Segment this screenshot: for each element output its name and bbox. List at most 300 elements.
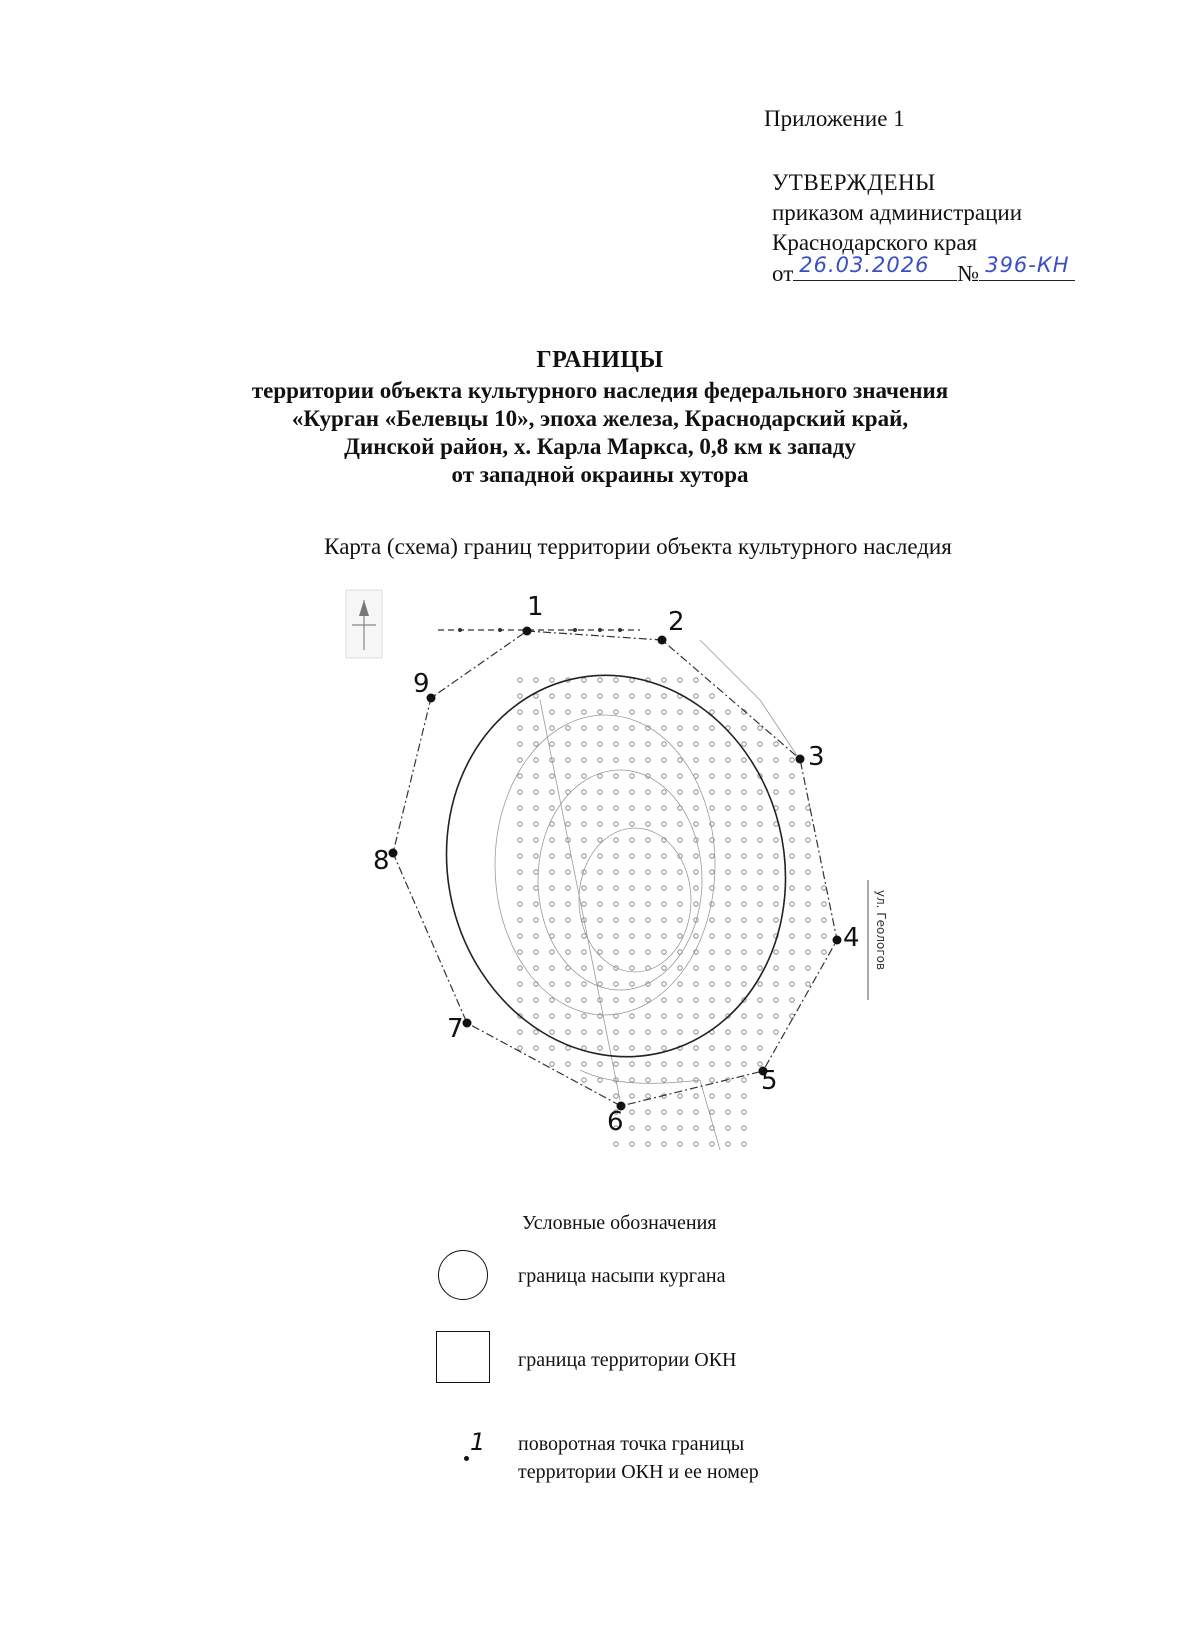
legend-point-label (518, 1430, 759, 1486)
grid-marker (662, 918, 666, 922)
grid-marker (726, 1046, 730, 1050)
grid-marker (566, 806, 570, 810)
grid-marker (566, 998, 570, 1002)
grid-marker (726, 998, 730, 1002)
grid-marker (694, 966, 698, 970)
grid-marker (758, 918, 762, 922)
grid-marker (598, 918, 602, 922)
grid-marker (742, 1030, 746, 1034)
grid-marker (566, 934, 570, 938)
grid-marker (758, 950, 762, 954)
grid-marker (678, 774, 682, 778)
grid-marker (646, 1062, 650, 1066)
grid-marker (630, 1078, 634, 1082)
grid-marker (678, 998, 682, 1002)
grid-marker (550, 838, 554, 842)
grid-marker (758, 902, 762, 906)
grid-marker (630, 966, 634, 970)
grid-marker (550, 1014, 554, 1018)
title-line-1: территории объекта культурного наследия федерального значения (251, 378, 949, 403)
grid-marker (742, 950, 746, 954)
grid-marker (710, 726, 714, 730)
grid-marker (710, 1142, 714, 1146)
grid-marker (534, 758, 538, 762)
grid-marker (758, 838, 762, 842)
grid-marker (646, 1078, 650, 1082)
grid-marker (694, 758, 698, 762)
grid-marker (790, 982, 794, 986)
turning-point-label-5: 5 (761, 1066, 778, 1096)
grid-marker (726, 838, 730, 842)
grid-marker (614, 1142, 618, 1146)
grid-marker (774, 870, 778, 874)
grid-marker (614, 678, 618, 682)
grid-marker (566, 1014, 570, 1018)
grid-marker (550, 1062, 554, 1066)
grid-marker (518, 886, 522, 890)
grid-marker (566, 886, 570, 890)
grid-marker (582, 886, 586, 890)
grid-marker (582, 1078, 586, 1082)
grid-marker (534, 934, 538, 938)
grid-marker (726, 1110, 730, 1114)
grid-marker (662, 726, 666, 730)
grid-marker (534, 710, 538, 714)
grid-marker (678, 822, 682, 826)
grid-marker (758, 1014, 762, 1018)
grid-marker (694, 902, 698, 906)
approval-block (772, 168, 1075, 289)
grid-marker (630, 1030, 634, 1034)
grid-marker (550, 902, 554, 906)
grid-marker (662, 1014, 666, 1018)
grid-marker (630, 886, 634, 890)
grid-marker (534, 790, 538, 794)
grid-marker (726, 950, 730, 954)
grid-marker (646, 1030, 650, 1034)
grid-marker (566, 710, 570, 714)
grid-marker (518, 758, 522, 762)
grid-marker (518, 726, 522, 730)
grid-marker (630, 758, 634, 762)
grid-marker (662, 822, 666, 826)
grid-marker (678, 742, 682, 746)
order-line-2: Краснодарского края (772, 230, 978, 255)
grid-marker (710, 758, 714, 762)
grid-marker (582, 950, 586, 954)
turning-point-label-9: 9 (413, 669, 430, 699)
grid-marker (646, 854, 650, 858)
grid-marker (598, 950, 602, 954)
grid-marker (774, 1030, 778, 1034)
grid-marker (710, 982, 714, 986)
grid-marker (758, 806, 762, 810)
grid-marker (710, 1078, 714, 1082)
turning-point-label-4: 4 (843, 923, 860, 953)
number-prefix: № (957, 261, 980, 286)
grid-marker (774, 998, 778, 1002)
grid-marker (518, 710, 522, 714)
grid-marker (646, 886, 650, 890)
grid-marker (614, 870, 618, 874)
grid-marker (678, 902, 682, 906)
grid-marker (566, 870, 570, 874)
date-number-line (772, 253, 1075, 289)
grid-marker (678, 790, 682, 794)
grid-marker (534, 902, 538, 906)
grid-marker (710, 742, 714, 746)
grid-marker (774, 902, 778, 906)
grid-marker (614, 982, 618, 986)
turning-point-label-8: 8 (373, 846, 390, 876)
grid-marker (662, 1062, 666, 1066)
grid-marker (614, 758, 618, 762)
grid-marker (598, 902, 602, 906)
grid-marker (518, 902, 522, 906)
north-arrow-icon (346, 590, 382, 658)
grid-marker (790, 822, 794, 826)
grid-marker (582, 774, 586, 778)
grid-marker (662, 694, 666, 698)
grid-marker (726, 822, 730, 826)
grid-marker (694, 886, 698, 890)
grid-marker (758, 854, 762, 858)
grid-marker (534, 886, 538, 890)
grid-marker (742, 1094, 746, 1098)
grid-marker (582, 742, 586, 746)
grid-marker (582, 726, 586, 730)
grid-marker (614, 854, 618, 858)
grid-marker (518, 678, 522, 682)
grid-marker (758, 1030, 762, 1034)
grid-marker (774, 918, 778, 922)
grid-marker (710, 918, 714, 922)
grid-marker (694, 1046, 698, 1050)
grid-marker (534, 822, 538, 826)
grid-marker (742, 1014, 746, 1018)
grid-marker (598, 966, 602, 970)
grid-marker (566, 902, 570, 906)
grid-marker (518, 982, 522, 986)
grid-marker (630, 1014, 634, 1018)
grid-marker (566, 758, 570, 762)
order-line-1: приказом администрации (772, 200, 1023, 225)
number-handwritten: 396-КН (985, 253, 1070, 277)
grid-marker (518, 1030, 522, 1034)
grid-marker (726, 982, 730, 986)
grid-marker (774, 758, 778, 762)
grid-marker (646, 1126, 650, 1130)
grid-marker (742, 1142, 746, 1146)
grid-marker (646, 870, 650, 874)
grid-marker (790, 934, 794, 938)
grid-marker (630, 694, 634, 698)
grid-marker (662, 1126, 666, 1130)
grid-marker (678, 838, 682, 842)
grid-marker (710, 1094, 714, 1098)
grid-marker (806, 966, 810, 970)
grid-marker (534, 1030, 538, 1034)
grid-marker (806, 886, 810, 890)
grid-marker (630, 1062, 634, 1066)
grid-marker (694, 742, 698, 746)
grid-marker (630, 838, 634, 842)
legend-square-icon (436, 1331, 490, 1383)
grid-marker (806, 950, 810, 954)
grid-marker (598, 1062, 602, 1066)
grid-marker (774, 1014, 778, 1018)
grid-marker (582, 822, 586, 826)
date-handwritten: 26.03.2026 (799, 253, 930, 277)
grid-marker (790, 918, 794, 922)
grid-marker (790, 886, 794, 890)
grid-marker (790, 790, 794, 794)
grid-marker (774, 774, 778, 778)
legend-point-icon (464, 1456, 469, 1461)
grid-marker (694, 1126, 698, 1130)
grid-marker (694, 1062, 698, 1066)
grid-marker (598, 838, 602, 842)
grid-marker (598, 774, 602, 778)
grid-marker (806, 934, 810, 938)
grid-marker (534, 678, 538, 682)
grid-marker (726, 710, 730, 714)
grid-marker (742, 1078, 746, 1082)
grid-marker (614, 998, 618, 1002)
grid-marker (774, 838, 778, 842)
grid-marker (662, 902, 666, 906)
grid-marker (598, 726, 602, 730)
legend-point-line-2: территории ОКН и ее номер (518, 1461, 759, 1483)
grid-marker (566, 1030, 570, 1034)
grid-marker (630, 854, 634, 858)
grid-marker (742, 870, 746, 874)
grid-marker (582, 982, 586, 986)
grid-marker (646, 822, 650, 826)
grid-marker (598, 790, 602, 794)
grid-marker (518, 998, 522, 1002)
grid-marker (646, 1014, 650, 1018)
grid-marker (614, 950, 618, 954)
grid-marker (534, 694, 538, 698)
grid-marker (646, 710, 650, 714)
grid-marker (710, 870, 714, 874)
title-line-2: «Курган «Белевцы 10», эпоха железа, Краснодарский край, (291, 406, 909, 431)
grid-marker (646, 694, 650, 698)
grid-marker (742, 1062, 746, 1066)
grid-marker (822, 886, 826, 890)
grid-marker (790, 998, 794, 1002)
grid-marker (710, 1046, 714, 1050)
grid-marker (614, 1062, 618, 1066)
grid-marker (614, 710, 618, 714)
grid-marker (630, 790, 634, 794)
grid-marker (646, 998, 650, 1002)
grid-marker (566, 694, 570, 698)
grid-marker (726, 886, 730, 890)
grid-marker (582, 838, 586, 842)
grid-marker (726, 1062, 730, 1066)
grid-marker (630, 806, 634, 810)
grid-marker (806, 806, 810, 810)
grid-marker (534, 854, 538, 858)
grid-marker (534, 838, 538, 842)
grid-marker (774, 886, 778, 890)
boundary-map (330, 586, 900, 1186)
grid-marker (742, 854, 746, 858)
grid-marker (662, 742, 666, 746)
grid-marker (822, 902, 826, 906)
grid-marker (518, 790, 522, 794)
grid-marker (678, 918, 682, 922)
approved-heading: УТВЕРЖДЕНЫ (772, 170, 936, 195)
grid-marker (518, 822, 522, 826)
grid-marker (790, 838, 794, 842)
grid-marker (806, 870, 810, 874)
grid-marker (550, 790, 554, 794)
grid-marker (662, 886, 666, 890)
grid-marker (614, 838, 618, 842)
grid-marker (630, 1142, 634, 1146)
grid-marker (662, 1110, 666, 1114)
grid-marker (646, 918, 650, 922)
grid-marker (582, 790, 586, 794)
grid-marker (758, 998, 762, 1002)
grid-marker (726, 1126, 730, 1130)
grid-marker (534, 918, 538, 922)
grid-marker (550, 710, 554, 714)
grid-marker (694, 806, 698, 810)
grid-marker (630, 1046, 634, 1050)
grid-marker (582, 966, 586, 970)
grid-marker (806, 902, 810, 906)
grid-marker (534, 1046, 538, 1050)
grid-marker (790, 966, 794, 970)
grid-marker (790, 758, 794, 762)
title-line-3: Динской район, х. Карла Маркса, 0,8 км к западу (344, 434, 856, 459)
grid-marker (598, 806, 602, 810)
grid-marker (742, 982, 746, 986)
grid-marker (726, 774, 730, 778)
turning-point-2 (658, 636, 667, 645)
grid-marker (550, 726, 554, 730)
grid-marker (678, 1078, 682, 1082)
grid-marker (582, 1014, 586, 1018)
grid-marker (630, 1126, 634, 1130)
grid-marker (630, 934, 634, 938)
grid-marker (518, 854, 522, 858)
grid-marker (742, 822, 746, 826)
appendix-label: Приложение 1 (764, 106, 905, 131)
survey-grid (518, 678, 826, 1146)
grid-marker (790, 902, 794, 906)
grid-marker (646, 1046, 650, 1050)
grid-marker (534, 870, 538, 874)
grid-marker (726, 1142, 730, 1146)
grid-marker (518, 774, 522, 778)
grid-marker (582, 806, 586, 810)
legend-point-line-1: поворотная точка границы (518, 1433, 745, 1455)
grid-marker (742, 934, 746, 938)
grid-marker (614, 934, 618, 938)
grid-marker (694, 1014, 698, 1018)
legend-mound-label: граница насыпи кургана (518, 1265, 726, 1287)
turning-point-label-3: 3 (808, 742, 825, 772)
grid-marker (662, 678, 666, 682)
grid-marker (646, 934, 650, 938)
grid-marker (598, 854, 602, 858)
grid-marker (614, 902, 618, 906)
grid-marker (630, 774, 634, 778)
grid-marker (678, 1094, 682, 1098)
grid-marker (630, 1110, 634, 1114)
grid-marker (710, 806, 714, 810)
grid-marker (534, 726, 538, 730)
grid-marker (566, 726, 570, 730)
grid-marker (742, 966, 746, 970)
grid-marker (550, 950, 554, 954)
grid-marker (742, 806, 746, 810)
document-title (0, 346, 1200, 489)
grid-marker (534, 1014, 538, 1018)
turning-point-4 (833, 936, 842, 945)
grid-marker (678, 758, 682, 762)
grid-marker (630, 982, 634, 986)
grid-marker (582, 678, 586, 682)
grid-marker (774, 742, 778, 746)
grid-marker (630, 726, 634, 730)
grid-marker (710, 998, 714, 1002)
grid-marker (758, 966, 762, 970)
grid-marker (758, 822, 762, 826)
grid-marker (710, 774, 714, 778)
grid-marker (630, 742, 634, 746)
grid-marker (582, 710, 586, 714)
grid-marker (614, 886, 618, 890)
grid-marker (566, 918, 570, 922)
grid-marker (662, 806, 666, 810)
grid-marker (694, 934, 698, 938)
grid-marker (790, 774, 794, 778)
grid-marker (726, 966, 730, 970)
legend-point-number: 1 (470, 1428, 486, 1456)
grid-marker (614, 1094, 618, 1098)
grid-marker (646, 806, 650, 810)
grid-marker (742, 1110, 746, 1114)
grid-marker (598, 870, 602, 874)
grid-marker (774, 982, 778, 986)
grid-marker (534, 950, 538, 954)
grid-marker (662, 1078, 666, 1082)
grid-marker (678, 870, 682, 874)
grid-marker (550, 742, 554, 746)
grid-marker (518, 950, 522, 954)
grid-marker (518, 742, 522, 746)
grid-marker (710, 854, 714, 858)
grid-marker (550, 678, 554, 682)
title-heading: ГРАНИЦЫ (536, 347, 664, 373)
grid-marker (726, 758, 730, 762)
grid-marker (678, 886, 682, 890)
grid-marker (550, 998, 554, 1002)
grid-marker (614, 1046, 618, 1050)
grid-marker (614, 694, 618, 698)
grid-marker (662, 1142, 666, 1146)
grid-marker (550, 854, 554, 858)
grid-marker (534, 966, 538, 970)
grid-marker (582, 1062, 586, 1066)
grid-marker (726, 870, 730, 874)
